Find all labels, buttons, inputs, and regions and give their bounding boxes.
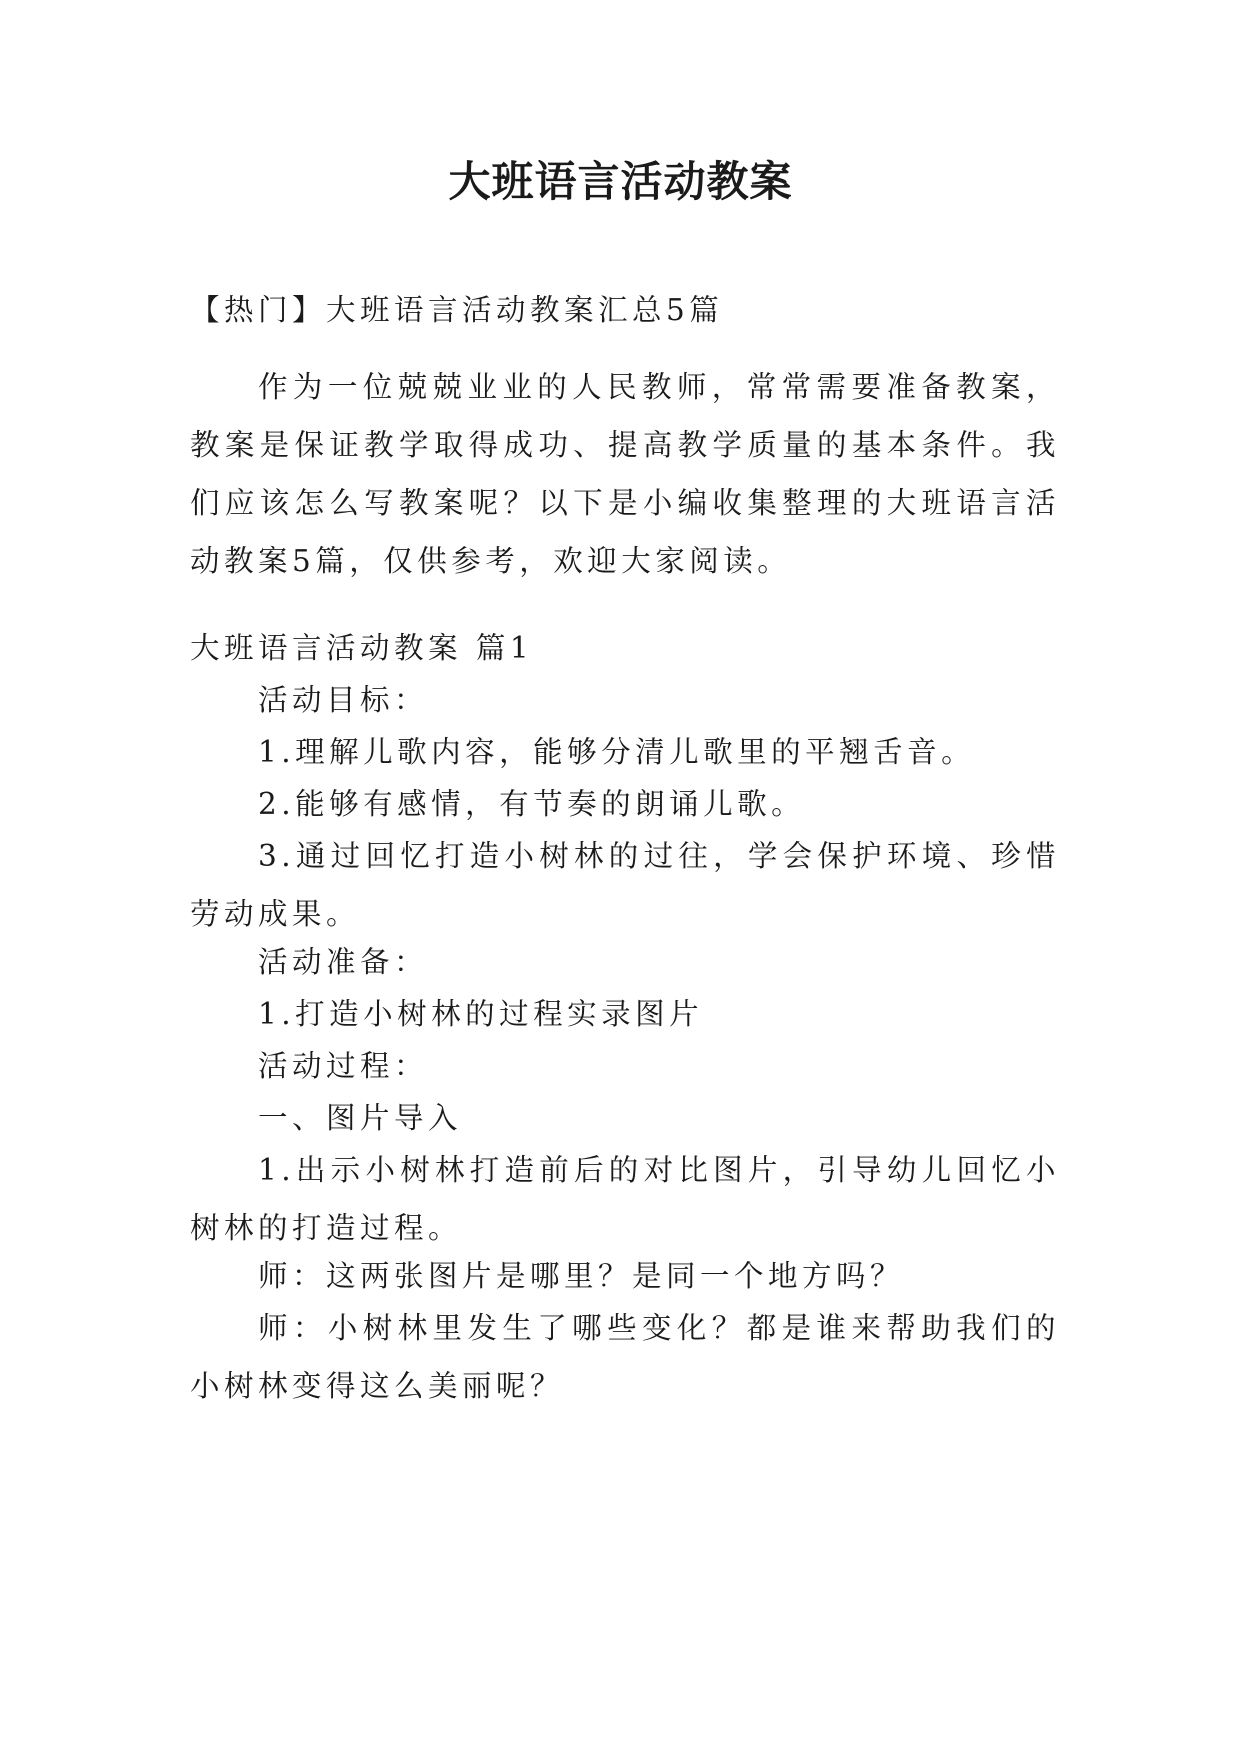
teacher-question-2: 师：小树林里发生了哪些变化？都是谁来帮助我们的小树林变得这么美丽呢？ (190, 1311, 1060, 1403)
teacher-question-1: 师：这两张图片是哪里？是同一个地方吗？ (258, 1259, 905, 1293)
goal-item-1: 1.理解儿歌内容，能够分清儿歌里的平翘舌音。 (258, 735, 976, 769)
step-1-heading: 一、图片导入 (258, 1101, 463, 1135)
section-heading: 大班语言活动教案 篇1 (190, 631, 534, 665)
process-label: 活动过程： (258, 1049, 429, 1083)
document-subtitle: 【热门】大班语言活动教案汇总5篇 (190, 293, 724, 327)
goal-item-3: 3.通过回忆打造小树林的过往，学会保护环境、珍惜劳动成果。 (190, 839, 1060, 931)
step-1-item: 1.出示小树林打造前后的对比图片，引导幼儿回忆小树林的打造过程。 (190, 1153, 1060, 1245)
document-title: 大班语言活动教案 (448, 157, 793, 206)
prep-label: 活动准备： (258, 945, 429, 979)
intro-paragraph: 作为一位兢兢业业的人民教师，常常需要准备教案，教案是保证教学取得成功、提高教学质量的基本条件。我们应该怎么写教案呢？以下是小编收集整理的大班语言活动教案5篇，仅供参考，欢迎大家阅读。 (190, 370, 1060, 578)
prep-item-1: 1.打造小树林的过程实录图片 (258, 997, 704, 1031)
goals-label: 活动目标： (258, 683, 429, 717)
goal-item-2: 2.能够有感情，有节奏的朗诵儿歌。 (258, 787, 806, 821)
